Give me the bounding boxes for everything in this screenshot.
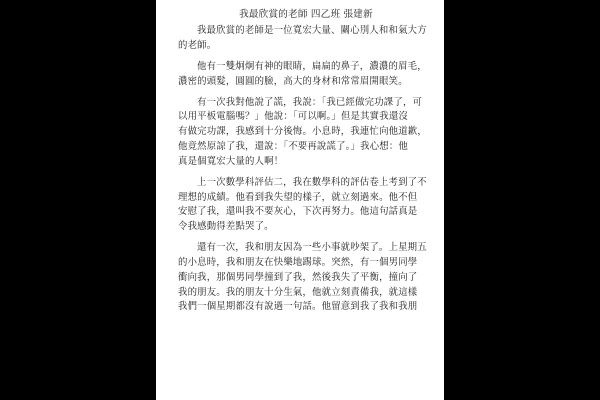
text-line: 安慰了我，還叫我不要灰心，下次再努力。他這句話真是 — [178, 206, 418, 218]
text-line: 衝向我，那個男同學撞到了我，然後我失了平衡，撞向了 — [178, 271, 418, 283]
paragraph-5 — [178, 241, 434, 315]
text-line: 我們一個星期都沒有說過一句話。他留意到我了我和我朋 — [178, 301, 418, 313]
paragraph-3 — [178, 96, 434, 170]
text-line: 他有一雙炯炯有神的眼睛，扁扁的鼻子，濃濃的眉毛， — [197, 60, 427, 72]
text-line: 真是個寬宏大量的人啊！ — [178, 155, 284, 167]
document-page — [156, 0, 444, 400]
text-line: 還有一次，我和朋友因為一些小事就吵架了。上星期五 — [197, 242, 427, 254]
text-line: 有做完功課，我感到十分後悔。小息時，我連忙向他道歉， — [178, 126, 427, 138]
text-line: 的小息時，我和朋友在快樂地踢球。突然，有一個男同學 — [178, 256, 418, 268]
text-line: 的老師。 — [178, 39, 217, 51]
paragraph-4 — [178, 176, 434, 235]
paragraph-2 — [178, 60, 434, 90]
essay-title: 我最欣賞的老師 四乙班 張建新 — [239, 9, 373, 20]
text-line: 理想的成績。他看到我失望的樣子，就立刻過來。他不但 — [178, 191, 418, 203]
text-line: 濃密的頭髮，圓圓的臉，高大的身材和常常眉開眼笑。 — [178, 75, 408, 87]
text-line: 以用平板電腦嗎？」他說：「可以啊。」但是其實我還沒 — [178, 111, 408, 123]
text-line: 令我感動得差點哭了。 — [178, 221, 274, 233]
essay-body — [178, 7, 434, 321]
text-line: 有一次我對他說了謊，我說：「我已經做完功課了，可 — [197, 96, 423, 108]
text-line: 上一次數學科評估二，我在數學科的評估卷上考到了不 — [197, 176, 427, 188]
paragraph-1 — [178, 24, 434, 54]
text-line: 我的朋友。我的朋友十分生氣，他就立刻責備我，就這樣 — [178, 286, 418, 298]
text-line: 他竟然原諒了我，還說：「不要再說謊了。」我心想：他 — [178, 140, 408, 152]
text-line: 我最欣賞的老師是一位寬宏大量、關心別人和和氣大方 — [197, 25, 427, 36]
